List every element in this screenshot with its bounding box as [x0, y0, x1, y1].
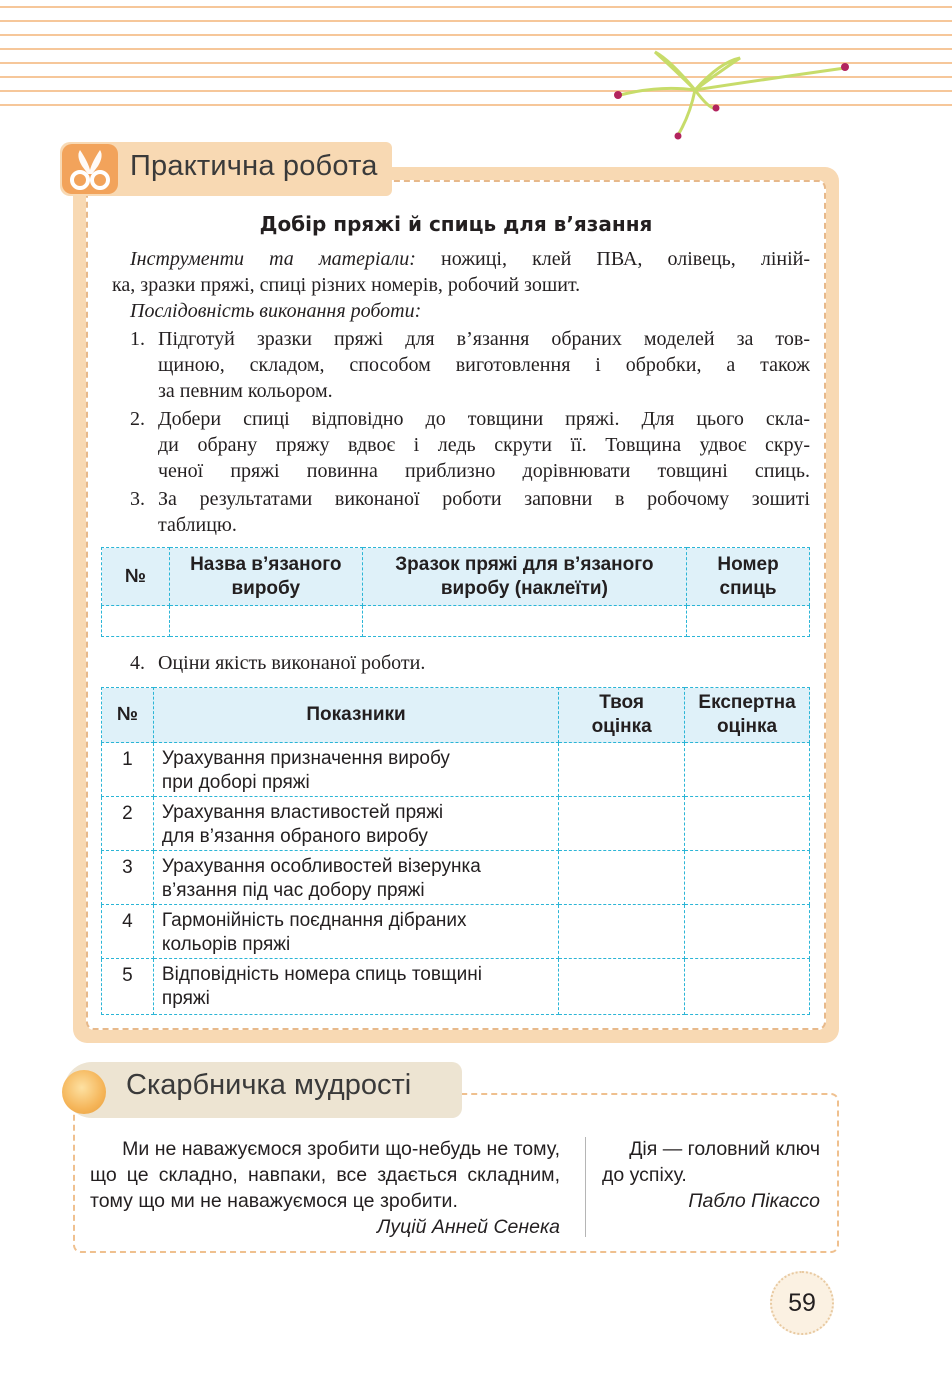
step-3-line-1: За результатами виконаної роботи заповни в робочому зошиті: [158, 488, 810, 510]
empty-cell[interactable]: [687, 606, 810, 637]
quote-2-author: Пабло Пікассо: [688, 1190, 820, 1212]
quote-1-line-3: тому що ми не наважуємося це зробити.: [90, 1190, 458, 1212]
empty-cell[interactable]: [362, 606, 686, 637]
empty-cell[interactable]: [169, 606, 362, 637]
expert-score-cell[interactable]: [685, 743, 810, 797]
row-number: 4: [102, 905, 154, 959]
yarn-table-header-num: №: [102, 548, 170, 606]
row-number: 3: [102, 851, 154, 905]
yarn-table-header-name: Назва в’язаного виробу: [169, 548, 362, 606]
quote-2-line-2: до успіху.: [602, 1164, 687, 1186]
step-3-number: 3.: [130, 488, 145, 510]
quote-1-line-1: Ми не наважуємося зробити що-небудь не тому,: [122, 1138, 560, 1160]
quote-1: [90, 1136, 560, 1240]
indicator-cell: Урахування властивостей пряжі для в’язання обраного виробу: [153, 797, 558, 851]
own-score-cell[interactable]: [559, 851, 685, 905]
tools-line-2: ка, зразки пряжі, спиці різних номерів, робочий зошит.: [112, 274, 581, 296]
expert-score-cell[interactable]: [685, 905, 810, 959]
step-4-number: 4.: [130, 652, 145, 674]
ribbon-bow-icon: [600, 40, 870, 150]
yarn-table-header-sample: Зразок пряжі для в’язаного виробу (наклеїти): [362, 548, 686, 606]
indicator-cell: Відповідність номера спиць товщині пряжі: [153, 959, 558, 1015]
scissors-badge: [62, 144, 118, 194]
row-number: 5: [102, 959, 154, 1015]
sequence-label: Послідовність виконання роботи:: [130, 300, 422, 322]
own-score-cell[interactable]: [559, 743, 685, 797]
empty-cell[interactable]: [102, 606, 170, 637]
own-score-cell[interactable]: [559, 905, 685, 959]
expert-score-cell[interactable]: [685, 959, 810, 1015]
coin-icon: [62, 1070, 106, 1114]
quote-2: [602, 1136, 820, 1214]
quote-1-author: Луцій Анней Сенека: [377, 1216, 560, 1238]
tools-text-a: ножиці, клей ПВА, олівець, ліній-: [441, 248, 811, 270]
page-number: 59: [770, 1271, 834, 1335]
practical-work-title: Практична робота: [130, 150, 378, 182]
eval-header-expert-score: Експертна оцінка: [685, 688, 810, 743]
evaluation-table: [101, 687, 810, 1015]
step-2-line-1: Добери спиці відповідно до товщини пряжі. Для цього скла-: [158, 408, 810, 430]
row-number: 1: [102, 743, 154, 797]
table-row: [102, 606, 810, 637]
step-4-text: Оціни якість виконаної роботи.: [158, 652, 426, 674]
table-row: [102, 797, 810, 851]
yarn-table: [101, 547, 810, 637]
quote-divider: [585, 1137, 586, 1237]
quote-1-line-2: що це складно, навпаки, все здається складним,: [90, 1164, 560, 1186]
step-1-number: 1.: [130, 328, 145, 350]
wisdom-title: Скарбничка мудрості: [126, 1069, 412, 1101]
tools-line-1: [130, 246, 810, 272]
expert-score-cell[interactable]: [685, 797, 810, 851]
indicator-cell: Урахування особливостей візерунка в’язання під час добору пряжі: [153, 851, 558, 905]
indicator-cell: Урахування призначення виробу при доборі пряжі: [153, 743, 558, 797]
row-number: 2: [102, 797, 154, 851]
indicator-cell: Гармонійність поєднання дібраних кольорів пряжі: [153, 905, 558, 959]
table-row: [102, 905, 810, 959]
step-1-line-3: за певним кольором.: [158, 380, 333, 402]
own-score-cell[interactable]: [559, 797, 685, 851]
table-row: [102, 959, 810, 1015]
eval-header-indicators: Показники: [153, 688, 558, 743]
scissors-icon: [62, 144, 118, 194]
expert-score-cell[interactable]: [685, 851, 810, 905]
step-2-line-3: ченої пряжі повинна приблизно дорівнювати товщині спиць.: [158, 460, 810, 482]
step-1-line-2: щиною, складом, способом виготовлення і обробки, а також: [158, 354, 810, 376]
table-row: [102, 743, 810, 797]
yarn-table-header-needles: Номер спиць: [687, 548, 810, 606]
table-row: [102, 851, 810, 905]
step-3-line-2: таблицю.: [158, 514, 237, 536]
eval-header-num: №: [102, 688, 154, 743]
eval-header-own-score: Твоя оцінка: [559, 688, 685, 743]
own-score-cell[interactable]: [559, 959, 685, 1015]
step-2-number: 2.: [130, 408, 145, 430]
tools-label: Інструменти та матеріали:: [130, 248, 416, 270]
step-1-line-1: Підготуй зразки пряжі для в’язання обраних моделей за тов-: [158, 328, 810, 350]
work-heading: Добір пряжі й спиць для в’язання: [259, 212, 653, 236]
step-2-line-2: ди обрану пряжу вдвоє і ледь скрути її. Товщина удвоє скру-: [158, 434, 810, 456]
quote-2-line-1: Дія — головний ключ: [629, 1138, 820, 1160]
